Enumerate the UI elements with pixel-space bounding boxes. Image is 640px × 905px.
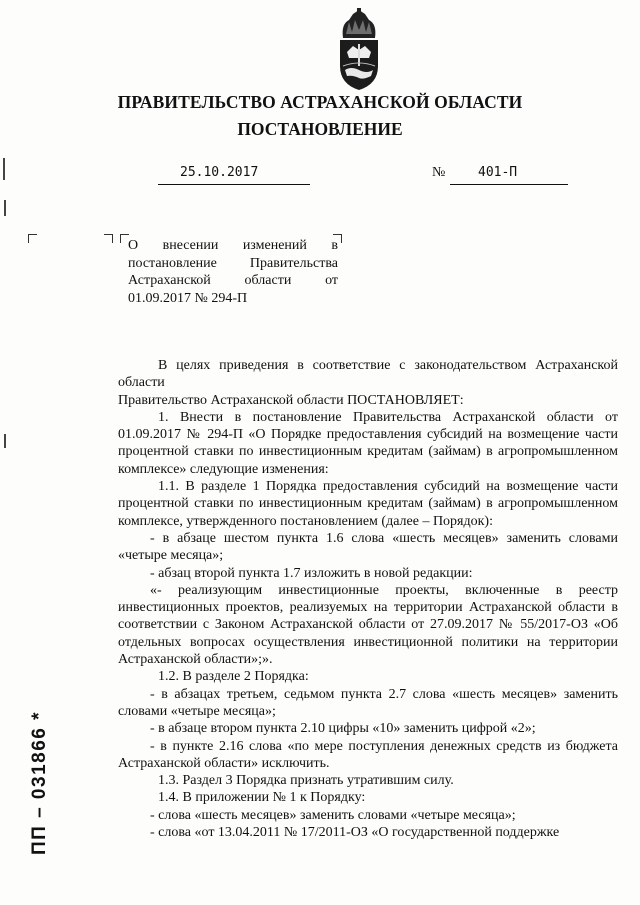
document-number: 401-П [478,165,518,180]
coat-of-arms-icon [333,8,385,92]
number-field [450,166,568,185]
number-sign: № [432,165,446,180]
paragraph-item-1-4: 1.4. В приложении № 1 к Порядку: [158,790,366,806]
side-serial-number: ПП – 031866 * [29,710,50,855]
organization-title: ПРАВИТЕЛЬСТВО АСТРАХАНСКОЙ ОБЛАСТИ [117,92,523,112]
paragraph-item-1-3: 1.3. Раздел 3 Порядка признать утратившим силу. [158,773,454,789]
paragraph-item-1-4-a: - слова «шесть месяцев» заменить словами «четыре месяца»; [150,807,516,823]
paragraph-item-1-2: 1.2. В разделе 2 Порядка: [158,669,309,685]
paragraph-item-1-2-a: - в абзацах третьем, седьмом пункта 2.7 слова «шесть месяцев» заменить словами «четыре месяца»; [118,686,618,719]
paragraph-item-1-2-c: - в пункте 2.16 слова «по мере поступления денежных средств из бюджета Астраханской области» исключить. [118,738,618,771]
corner-mark-left [28,234,37,243]
paragraph-item-1-1-a: - в абзаце шестом пункта 1.6 слова «шесть месяцев» заменить словами «четыре месяца»; [118,530,618,564]
margin-tick [3,158,5,180]
paragraph-resolves: Правительство Астраханской области ПОСТАНОВЛЯЕТ: [118,392,464,408]
paragraph-item-1-1-quote: «- реализующим инвестиционные проекты, включенные в реестр инвестиционных проектов, реализуемых на территории Астраханской области в соответствии с Законом Астраханской области от 27.09.2017 № 55/2017-ОЗ «Об отдельных вопросах осуществления инвестиционной политики на территории Астраханской области»;». [118,582,618,668]
paragraph-item-1-1: 1.1. В разделе 1 Порядка предоставления субсидий на возмещение части процентной ставки по инвестиционным кредитам (займам) в агропромышленном комплексе, утвержденного постановлением (далее – Порядок): [118,479,618,529]
paragraph-item-1: 1. Внести в постановление Правительства Астраханской области от 01.09.2017 № 294-П «О Порядке предоставления субсидий на возмещение части процентной ставки по инвестиционным кредитам (займам) в агропромышленном комплексе» следующие изменения: [118,409,618,477]
date-field [158,166,310,185]
corner-mark-subject-left-a [104,234,113,243]
paragraph-item-1-2-b: - в абзаце втором пункта 2.10 цифры «10» заменить цифрой «2»; [150,721,536,737]
margin-tick [4,434,6,448]
document-body [118,357,618,841]
document-type-title: ПОСТАНОВЛЕНИЕ [237,119,403,139]
paragraph-intro: В целях приведения в соответствие с законодательством Астраханской области [118,358,618,391]
paragraph-item-1-1-b: - абзац второй пункта 1.7 изложить в новой редакции: [150,565,473,581]
document-date: 25.10.2017 [180,165,259,180]
margin-tick [4,200,6,216]
paragraph-item-1-4-b: - слова «от 13.04.2011 № 17/2011-ОЗ «О государственной поддержке [150,825,560,841]
document-subject: О внесении изменений в постановление Правительства Астраханской области от 01.09.2017 № 294-П [128,238,338,306]
